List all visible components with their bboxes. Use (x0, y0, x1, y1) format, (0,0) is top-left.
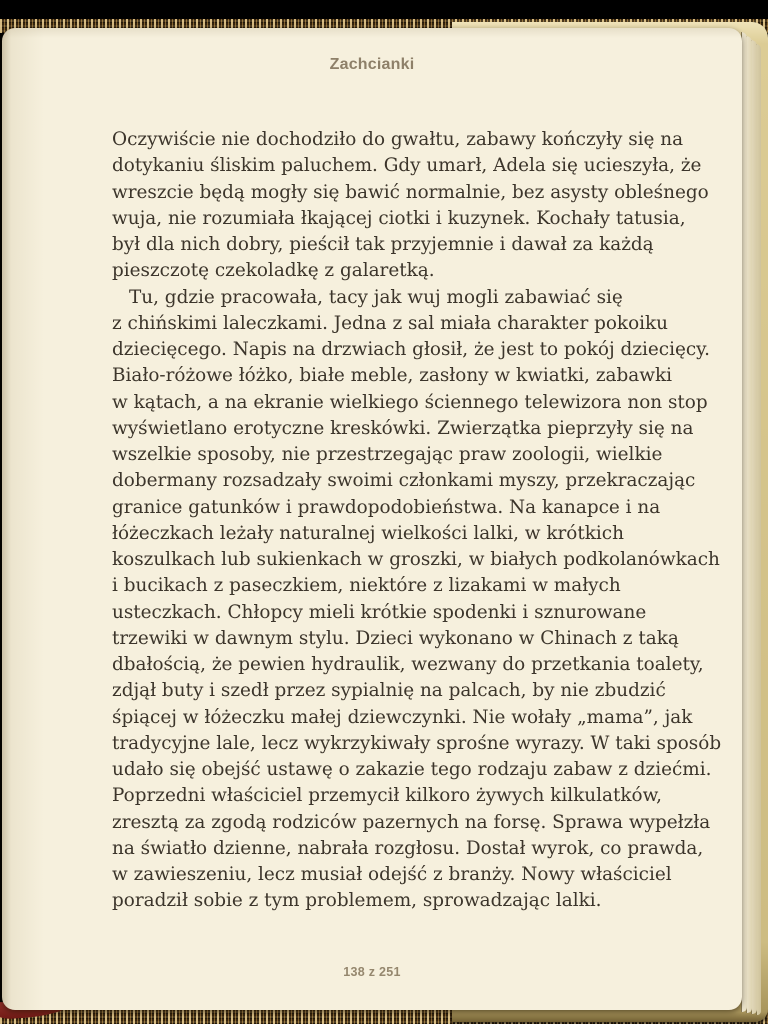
text-line: pieszczotę czekoladkę z galaretką. (112, 260, 435, 282)
text-line: trzewiki w dawnym stylu. Dzieci wykonano w Chinach z taką (112, 627, 679, 649)
body-text (112, 127, 722, 915)
text-line: poradził sobie z tym problemem, sprowadzając lalki. (112, 890, 602, 912)
text-line: granice gatunków i prawdopodobieństwa. Na kanapce i na (112, 496, 661, 518)
text-line: dotykaniu śliskim paluchem. Gdy umarł, Adela się ucieszyła, że (112, 155, 702, 177)
text-line: dobermany rozsadzały swoimi członkami myszy, przekraczając (112, 470, 696, 492)
text-line: wszelkie sposoby, nie przestrzegając praw zoologii, wielkie (112, 444, 663, 465)
text-line: Oczywiście nie dochodziło do gwałtu, zabawy kończyły się na (112, 129, 684, 150)
text-line: zresztą za zgodą rodziców pazernych na forsę. Sprawa wypełzła (112, 811, 711, 833)
text-line: tradycyjne lale, lecz wykrzykiwały sprośne wyrazy. W taki sposób (112, 732, 722, 754)
book-page[interactable] (2, 28, 742, 1010)
text-line: w zawieszeniu, lecz musiał odejść z branży. Nowy właściciel (112, 864, 672, 885)
text-line: dziecięcego. Napis na drzwiach głosił, że jest to pokój dziecięcy. (112, 339, 710, 360)
text-line: był dla nich dobry, pieścił tak przyjemnie i dawał za każdą (112, 234, 654, 255)
text-line: Tu, gdzie pracowała, tacy jak wuj mogli zabawiać się (129, 286, 623, 308)
text-line: na światło dzienne, nabrała rozgłosu. Dostał wyrok, co prawda, (112, 837, 704, 859)
chapter-title: Zachcianki (329, 56, 415, 73)
text-line: Biało-różowe łóżko, białe meble, zasłony w kwiatki, zabawki (112, 365, 672, 387)
text-line: i bucikach z paseczkiem, niektóre z lizakami w małych (112, 575, 621, 597)
text-line: śpiącej w łóżeczku małej dziewczynki. Nie wołały „mama”, jak (112, 706, 693, 728)
text-line: udało się obejść ustawę o zakazie tego rodzaju zabaw z dziećmi. (112, 759, 712, 780)
text-line: łóżeczkach leżały naturalnej wielkości lalki, w krótkich (112, 522, 624, 544)
text-line: koszulkach lub sukienkach w groszki, w białych podkolanówkach (112, 549, 720, 570)
page-indicator: 138 z 251 (343, 965, 401, 979)
text-line: z chińskimi laleczkami. Jedna z sal miała charakter pokoiku (112, 312, 669, 334)
text-line: wuja, nie rozumiała łkającej ciotki i kuzynek. Kochały tatusia, (112, 207, 686, 229)
text-line: usteczkach. Chłopcy mieli krótkie spodenki i sznurowane (112, 601, 647, 623)
text-line: wreszcie będą mogły się bawić normalnie, bez asysty obleśnego (112, 181, 709, 203)
text-line: dbałością, że pewien hydraulik, wezwany do przetkania toalety, (112, 654, 704, 675)
text-line: zdjął buty i szedł przez sypialnię na palcach, by nie zbudzić (112, 680, 666, 702)
text-line: w kątach, a na ekranie wielkiego ściennego telewizora non stop (112, 391, 708, 413)
text-line: Poprzedni właściciel przemycił kilkoro żywych kilkulatków, (112, 785, 663, 807)
text-line: wyświetlano erotyczne kreskówki. Zwierzątka pieprzyły się na (112, 417, 694, 439)
